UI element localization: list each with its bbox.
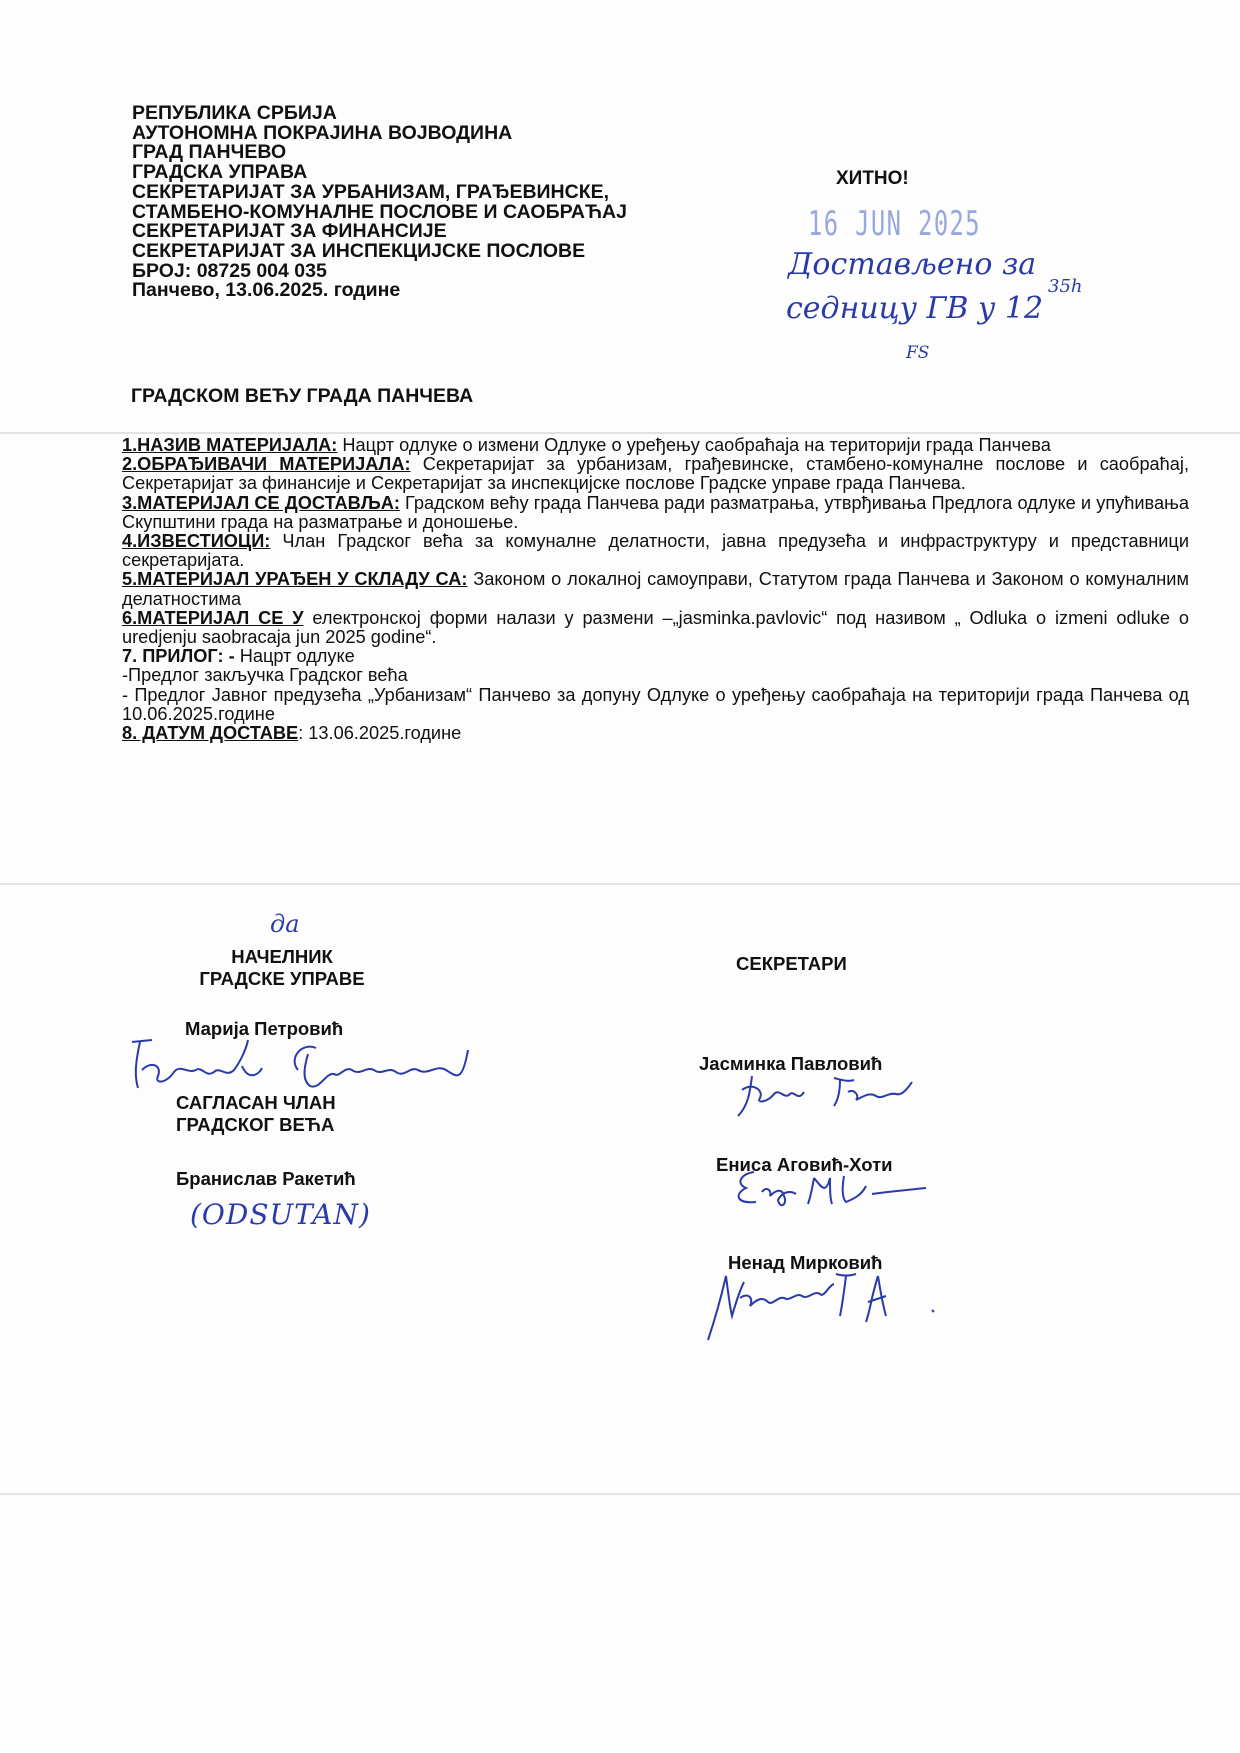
item-label: 2.ОБРАЂИВАЧИ МАТЕРИЈАЛА:: [122, 454, 411, 475]
handwritten-note-time: 35h: [1048, 276, 1083, 297]
item-text: Члан Градског већа за комуналне делатности, јавна предузећа и инфраструктуру и представници секретаријата.: [122, 531, 1189, 571]
header-line: СЕКРЕТАРИЈАТ ЗА УРБАНИЗАМ, ГРАЂЕВИНСКЕ,: [132, 180, 610, 203]
secretary-1-signature: [730, 1066, 920, 1126]
item-label: 7. ПРИЛОГ: -: [122, 646, 235, 667]
item-text: електронској форми налази у размени –„jasminka.pavlovic“ под називом „ Odluka o izmeni odluke o uredjenju saobracaja jun 2025 godine“.: [122, 607, 1189, 648]
chief-name: Марија Петровић: [185, 1018, 344, 1039]
handwritten-delivery-note: [780, 246, 1100, 366]
chief-signature: [122, 1030, 472, 1095]
chief-initial: да: [270, 910, 300, 938]
received-date-stamp: 16 JUN 2025: [808, 204, 982, 244]
council-title: [176, 1092, 336, 1136]
item-text: : 13.06.2025.године: [298, 723, 462, 744]
handwritten-note-line1: Достављено за: [788, 247, 1037, 282]
recipient-heading: ГРАДСКОМ ВЕЋУ ГРАДА ПАНЧЕВА: [131, 385, 474, 407]
item-text: Нацрт одлуке о измени Одлуке о уређењу саобраћаја на територији града Панчева: [337, 435, 1051, 455]
document-header: [132, 104, 627, 301]
item-attachment: [122, 647, 1189, 666]
item-authors: [122, 455, 1189, 493]
item-label: 6.МАТЕРИЈАЛ СЕ У: [122, 607, 304, 628]
secretary-name: Ненад Мирковић: [728, 1252, 883, 1273]
item-delivery: [122, 494, 1189, 532]
document-number: БРОЈ: 08725 004 035: [132, 259, 327, 282]
item-reporters: [122, 532, 1189, 570]
council-member-name: Бранислав Ракетић: [176, 1168, 356, 1189]
item-text: Градском већу града Панчева ради разматрања, утврђивања Предлога одлуке и упућивања Скупштини града на разматрање и доношење.: [122, 492, 1189, 532]
item-compliance: [122, 570, 1189, 608]
item-text: Нацрт одлуке: [234, 646, 355, 667]
header-line: ГРАДСКА УПРАВА: [132, 161, 308, 184]
item-delivery-date: [122, 724, 1189, 743]
chief-title-line: НАЧЕЛНИК: [231, 946, 333, 967]
scan-artifact: [0, 883, 1240, 885]
item-title: [122, 436, 1189, 455]
header-line: СЕКРЕТАРИЈАТ ЗА ИНСПЕКЦИЈСКЕ ПОСЛОВЕ: [132, 239, 586, 262]
header-line: СЕКРЕТАРИЈАТ ЗА ФИНАНСИЈЕ: [132, 220, 447, 243]
handwritten-initial: [268, 908, 318, 938]
item-attachment-sub: [122, 686, 1189, 724]
material-items: [122, 436, 1189, 743]
item-text: -Предлог закључка Градског већа: [122, 665, 408, 686]
scan-artifact: [0, 432, 1240, 434]
urgent-label: ХИТНО!: [836, 168, 909, 189]
handwritten-note-line2: седницу ГВ у 12: [786, 291, 1044, 326]
item-label: 8. ДАТУМ ДОСТАВЕ: [122, 723, 299, 744]
secretary-name: Јасминка Павловић: [699, 1053, 883, 1074]
secretary-2-signature: [726, 1164, 936, 1214]
chief-title-line: ГРАДСКЕ УПРАВЕ: [199, 968, 365, 989]
header-line: РЕПУБЛИКА СРБИЈА: [132, 102, 337, 124]
item-electronic-form: [122, 609, 1189, 647]
header-line: АУТОНОМНА ПОКРАЈИНА ВОЈВОДИНА: [132, 121, 513, 144]
item-label: 4.ИЗВЕСТИОЦИ:: [122, 531, 271, 552]
council-note: (ODSUTAN): [190, 1198, 371, 1231]
scan-artifact: [0, 1493, 1240, 1495]
handwritten-note-initials: FS: [906, 343, 930, 363]
council-title-line: ГРАДСКОГ ВЕЋА: [176, 1114, 335, 1135]
document-date: Панчево, 13.06.2025. године: [132, 279, 401, 302]
item-label: 5.МАТЕРИЈАЛ УРАЂЕН У СКЛАДУ СА:: [122, 569, 468, 590]
item-label: 1.НАЗИВ МАТЕРИЈАЛА:: [122, 435, 338, 455]
header-line: ГРАД ПАНЧЕВО: [132, 141, 287, 164]
council-title-line: САГЛАСАН ЧЛАН: [176, 1092, 336, 1113]
item-text: - Предлог Јавног предузећа „Урбанизам“ Панчево за допуну Одлуке о уређењу саобраћаја на територији града Панчева од 10.06.2025.године: [122, 684, 1189, 724]
secretaries-title: СЕКРЕТАРИ: [736, 953, 847, 974]
item-text: Законом о локалној самоуправи, Статутом града Панчева и Законом о комуналним делатностима: [122, 569, 1189, 609]
item-text: Секретаријат за урбанизам, грађевинске, стамбено-комуналне послове и саобраћај, Секретаријат за финансије и Секретаријат за инспекцијске послове Градске управе града Панчева.: [122, 454, 1189, 494]
item-label: 3.МАТЕРИЈАЛ СЕ ДОСТАВЉА:: [122, 492, 400, 513]
secretary-name: Ениса Аговић-Хоти: [716, 1154, 893, 1175]
header-line: СТАМБЕНО-КОМУНАЛНЕ ПОСЛОВЕ И САОБРАЋАЈ: [132, 200, 627, 223]
secretary-3-signature: [696, 1262, 940, 1344]
chief-title: [172, 946, 392, 990]
council-absent-note: [186, 1190, 371, 1240]
item-attachment-sub: [122, 666, 1189, 685]
